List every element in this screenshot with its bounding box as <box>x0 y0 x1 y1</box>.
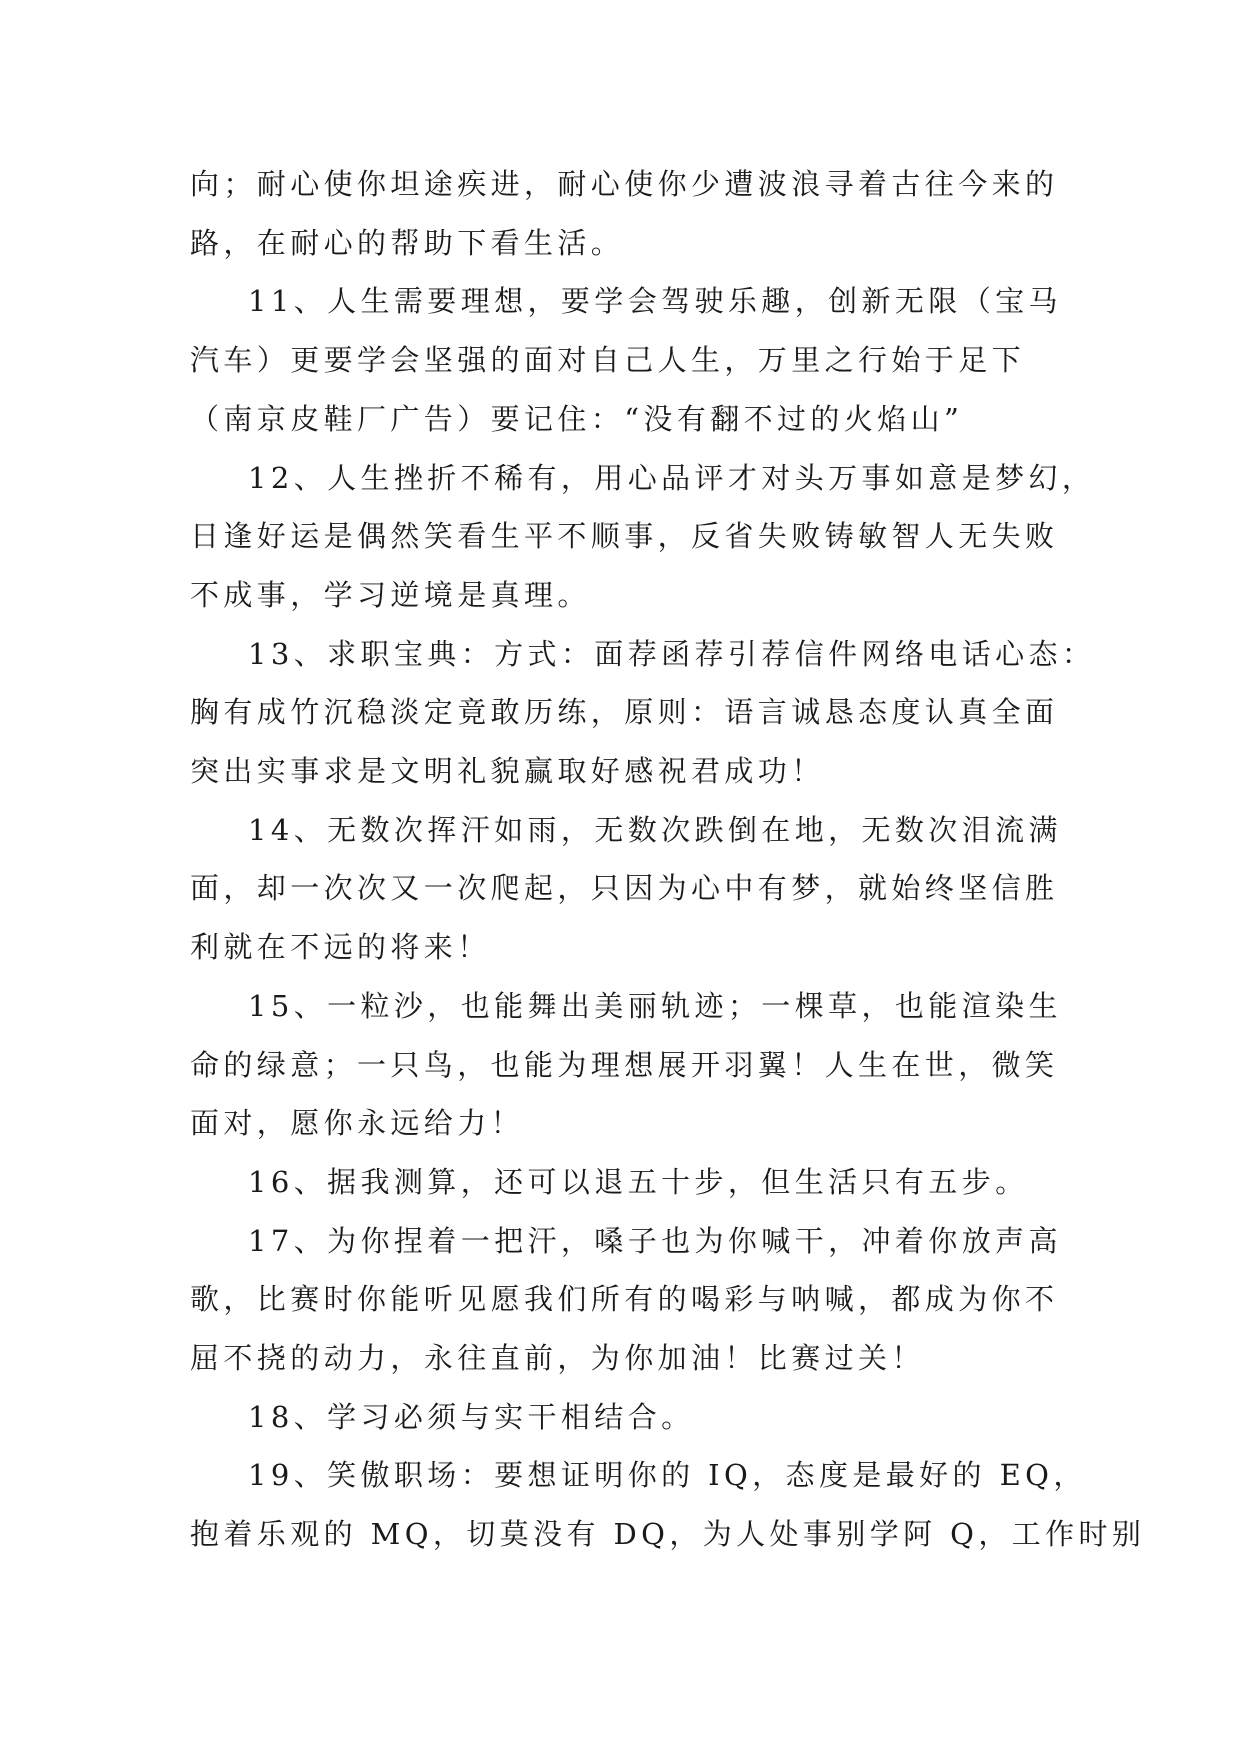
paragraph-16 <box>190 1153 1060 1212</box>
text-line: 屈不挠的动力，永往直前，为你加油！比赛过关！ <box>190 1341 925 1376</box>
text-line: 抱着乐观的 MQ，切莫没有 DQ，为人处事别学阿 Q，工作时别 <box>190 1517 1146 1552</box>
text-line: 不成事，学习逆境是真理。 <box>190 577 591 612</box>
paragraph-10-continued <box>190 155 1060 272</box>
text-line: 19、笑傲职场：要想证明你的 IQ，态度是最好的 EQ， <box>248 1458 1087 1493</box>
paragraph-12 <box>190 449 1096 625</box>
text-line: 歌，比赛时你能听见愿我们所有的喝彩与呐喊，都成为你不 <box>190 1282 1059 1317</box>
paragraph-18 <box>190 1388 1060 1447</box>
paragraph-17 <box>190 1212 1060 1388</box>
text-line: 命的绿意；一只鸟，也能为理想展开羽翼！人生在世，微笑 <box>190 1047 1059 1082</box>
text-line: 日逢好运是偶然笑看生平不顺事，反省失败铸敏智人无失败 <box>190 519 1059 554</box>
paragraph-19 <box>190 1446 1146 1563</box>
text-line: 面对，愿你永远给力！ <box>190 1106 525 1141</box>
text-line: 汽车）更要学会坚强的面对自己人生，万里之行始于足下 <box>190 343 1026 378</box>
text-line: 利就在不远的将来！ <box>190 930 491 965</box>
paragraph-11 <box>190 272 1060 448</box>
text-line: 11、人生需要理想，要学会驾驶乐趣，创新无限（宝马 <box>248 284 1062 319</box>
paragraph-13 <box>190 625 1096 801</box>
paragraph-14 <box>190 801 1060 977</box>
text-line: 18、学习必须与实干相结合。 <box>248 1399 695 1434</box>
text-line: 15、一粒沙，也能舞出美丽轨迹；一棵草，也能渲染生 <box>248 988 1062 1023</box>
body-text <box>190 155 1146 1564</box>
paragraph-15 <box>190 977 1060 1153</box>
text-line: 胸有成竹沉稳淡定竟敢历练，原则：语言诚恳态度认真全面 <box>190 695 1059 730</box>
text-line: 16、据我测算，还可以退五十步，但生活只有五步。 <box>248 1164 1029 1199</box>
text-line: 突出实事求是文明礼貌赢取好感祝君成功！ <box>190 754 825 789</box>
text-line: 12、人生挫折不稀有，用心品评才对头万事如意是梦幻， <box>248 460 1096 495</box>
text-line: 13、求职宝典：方式：面荐函荐引荐信件网络电话心态： <box>248 636 1096 671</box>
text-line: 17、为你捏着一把汗，嗓子也为你喊干，冲着你放声高 <box>248 1223 1062 1258</box>
text-line: 14、无数次挥汗如雨，无数次跌倒在地，无数次泪流满 <box>248 812 1062 847</box>
text-line: （南京皮鞋厂广告）要记住：“没有翻不过的火焰山” <box>190 401 964 436</box>
text-line: 面，却一次次又一次爬起，只因为心中有梦，就始终坚信胜 <box>190 871 1059 906</box>
text-line: 路，在耐心的帮助下看生活。 <box>190 225 625 260</box>
text-line: 向；耐心使你坦途疾进，耐心使你少遭波浪寻着古往今来的 <box>190 167 1059 201</box>
